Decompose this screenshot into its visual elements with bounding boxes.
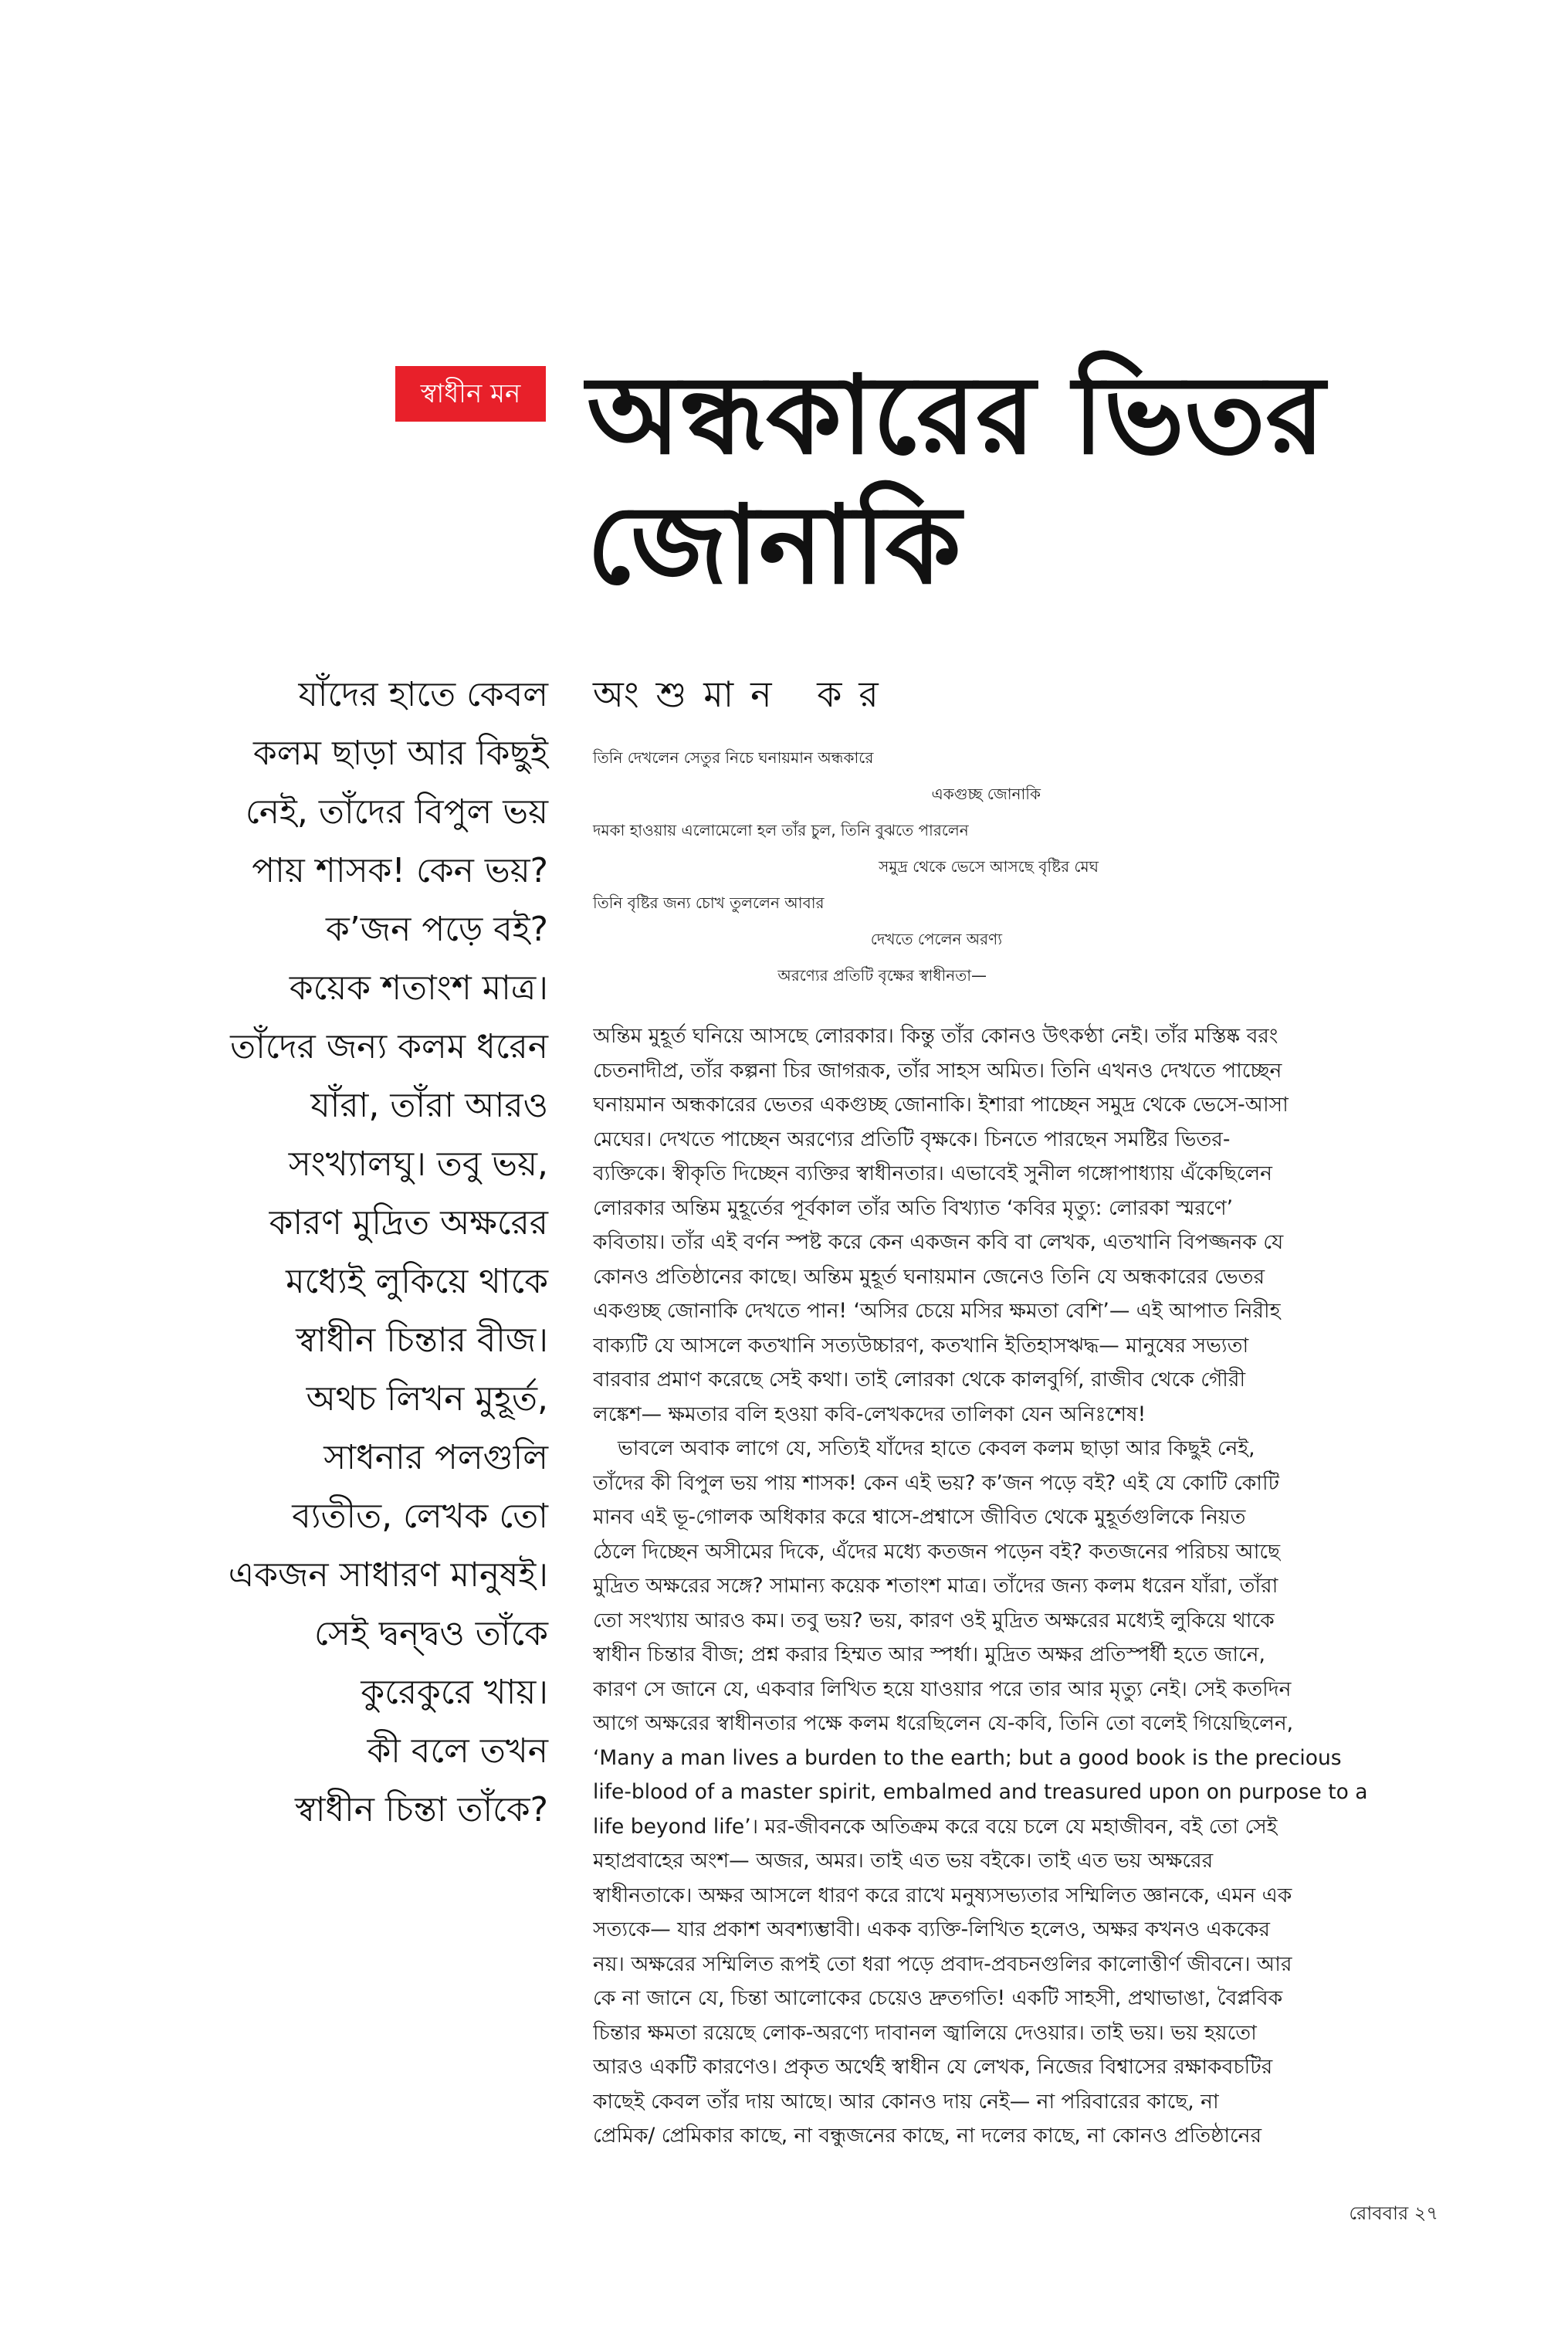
pullquote-line: তাঁদের জন্য কলম ধরেন xyxy=(230,1027,548,1066)
pullquote-line: ক’জন পড়ে বই? xyxy=(325,910,548,949)
pullquote-line: কারণ মুদ্রিত অক্ষরের xyxy=(269,1203,548,1243)
body-line: বাক্যটি যে আসলে কতখানি সত্যউচ্চারণ, কতখানি ইতিহাসঋদ্ধ— মানুষের সভ্যতা xyxy=(593,1333,1249,1358)
pullquote-line: সাধনার পলগুলি xyxy=(323,1438,548,1477)
pullquote-line: অথচ লিখন মুহূর্ত, xyxy=(306,1379,548,1419)
pullquote-line: সেই দ্বন্দ্বও তাঁকে xyxy=(314,1614,548,1653)
pullquote-line: পায় শাসক! কেন ভয়? xyxy=(252,851,548,890)
body-line: ঘনায়মান অন্ধকারের ভেতর একগুচ্ছ জোনাকি। ইশারা পাচ্ছেন সমুদ্র থেকে ভেসে-আসা xyxy=(593,1093,1289,1117)
pullquote-line: যাঁদের হাতে কেবল xyxy=(298,675,548,714)
epigraph-poem xyxy=(593,740,1141,994)
body-line: মেঘের। দেখতে পাচ্ছেন অরণ্যের প্রতিটি বৃক্ষকে। চিনতে পারছেন সমষ্টির ভিতর- xyxy=(593,1127,1231,1151)
pullquote-line: স্বাধীন চিন্তার বীজ। xyxy=(296,1321,548,1360)
pullquote-line: কলম ছাড়া আর কিছুই xyxy=(252,734,548,773)
body-line: স্বাধীনতাকে। অক্ষর আসলে ধারণ করে রাখে মনুষ্যসভ্যতার সম্মিলিত জ্ঞানকে, এমন এক xyxy=(593,1883,1292,1907)
section-tag: স্বাধীন মন xyxy=(395,366,546,422)
body-line: কাছেই কেবল তাঁর দায় আছে। আর কোনও দায় নেই— না পরিবারের কাছে, না xyxy=(593,2089,1219,2114)
page-title xyxy=(587,351,1513,611)
body-line: চিন্তার ক্ষমতা রয়েছে লোক-অরণ্যে দাবানল জ্বালিয়ে দেওয়ার। তাই ভয়। ভয় হয়তো xyxy=(593,2020,1257,2045)
body-line: ব্যক্তিকে। স্বীকৃতি দিচ্ছেন ব্যক্তির স্বাধীনতার। এভাবেই সুনীল গঙ্গোপাধ্যায় এঁকেছিলেন xyxy=(593,1161,1272,1185)
poem-line: তিনি দেখলেন সেতুর নিচে ঘনায়মান অন্ধকারে xyxy=(593,748,874,767)
body-line: কোনও প্রতিষ্ঠানের কাছে। অন্তিম মুহূর্ত ঘনায়মান জেনেও তিনি যে অন্ধকারের ভেতর xyxy=(593,1264,1265,1289)
poem-line: সমুদ্র থেকে ভেসে আসছে বৃষ্টির মেঘ xyxy=(879,857,1099,876)
body-line: চেতনাদীপ্র, তাঁর কল্পনা চির জাগরূক, তাঁর সাহস অমিত। তিনি এখনও দেখতে পাচ্ছেন xyxy=(593,1058,1282,1083)
body-line: আরও একটি কারণেও। প্রকৃত অর্থেই স্বাধীন যে লেখক, নিজের বিশ্বাসের রক্ষাকবচটির xyxy=(593,2055,1273,2079)
body-line: আগে অক্ষরের স্বাধীনতার পক্ষে কলম ধরেছিলেন যে-কবি, তিনি তো বলেই গিয়েছিলেন, xyxy=(593,1711,1294,1735)
body-line: তো সংখ্যায় আরও কম। তবু ভয়? ভয়, কারণ ওই মুদ্রিত অক্ষরের মধ্যেই লুকিয়ে থাকে xyxy=(593,1608,1275,1633)
body-line: প্রেমিক/ প্রেমিকার কাছে, না বন্ধুজনের কাছে, না দলের কাছে, না কোনও প্রতিষ্ঠানের xyxy=(593,2124,1262,2148)
pullquote-line: ব্যতীত, লেখক তো xyxy=(292,1497,548,1536)
poem-line: দেখতে পেলেন অরণ্য xyxy=(870,930,1002,948)
body-line: life beyond life’। মর-জীবনকে অতিক্রম করে বয়ে চলে যে মহাজীবন, বই তো সেই xyxy=(593,1814,1278,1839)
body-line: কারণ সে জানে যে, একবার লিখিত হয়ে যাওয়ার পরে তার আর মৃত্যু নেই। সেই কতদিন xyxy=(593,1677,1292,1701)
pullquote-line: মধ্যেই লুকিয়ে থাকে xyxy=(286,1262,548,1301)
pullquote-line: কী বলে তখন xyxy=(367,1731,548,1771)
poem-line: দমকা হাওয়ায় এলোমেলো হল তাঁর চুল, তিনি বুঝতে পারলেন xyxy=(593,821,969,839)
body-line: ঠেলে দিচ্ছেন অসীমের দিকে, এঁদের মধ্যে কতজন পড়েন বই? কতজনের পরিচয় আছে xyxy=(593,1539,1281,1564)
body-line: কবিতায়। তাঁর এই বর্ণন স্পষ্ট করে কেন একজন কবি বা লেখক, এতখানি বিপজ্জনক যে xyxy=(593,1230,1284,1254)
body-line: একগুচ্ছ জোনাকি দেখতে পান! ‘অসির চেয়ে মসির ক্ষমতা বেশি’— এই আপাত নিরীহ xyxy=(593,1299,1281,1323)
pull-quote xyxy=(116,666,548,1839)
body-line: নয়। অক্ষরের সম্মিলিত রূপই তো ধরা পড়ে প্রবাদ-প্রবচনগুলির কালোত্তীর্ণ জীবনে। আর xyxy=(593,1951,1292,1976)
body-line: স্বাধীন চিন্তার বীজ; প্রশ্ন করার হিম্মত আর স্পর্ধা। মুদ্রিত অক্ষর প্রতিস্পর্ধী হতে জানে, xyxy=(593,1643,1265,1667)
headline-line-1: অন্ধকারের ভিতর xyxy=(587,353,1326,479)
body-line: ভাবলে অবাক লাগে যে, সত্যিই যাঁদের হাতে কেবল কলম ছাড়া আর কিছুই নেই, xyxy=(618,1436,1255,1460)
body-line: লঙ্কেশ— ক্ষমতার বলি হওয়া কবি-লেখকদের তালিকা যেন অনিঃশেষ! xyxy=(593,1402,1146,1426)
author-byline: অংশুমান কর xyxy=(593,673,896,715)
body-line: life-blood of a master spirit, embalmed and treasured upon on purpose to a xyxy=(593,1780,1368,1804)
poem-line: একগুচ্ছ জোনাকি xyxy=(931,785,1041,803)
body-line: কে না জানে যে, চিন্তা আলোকের চেয়েও দ্রুতগতি! একটি সাহসী, প্রথাভাঙা, বৈপ্লবিক xyxy=(593,1986,1283,2010)
poem-line: তিনি বৃষ্টির জন্য চোখ তুললেন আবার xyxy=(593,893,825,912)
body-line: মহাপ্রবাহের অংশ— অজর, অমর। তাই এত ভয় বইকে। তাই এত ভয় অক্ষরের xyxy=(593,1849,1214,1873)
body-line: অন্তিম মুহূর্ত ঘনিয়ে আসছে লোরকার। কিন্তু তাঁর কোনও উৎকণ্ঠা নেই। তাঁর মস্তিষ্ক বরং xyxy=(593,1024,1278,1048)
body-line: মুদ্রিত অক্ষরের সঙ্গে? সামান্য কয়েক শতাংশ মাত্র। তাঁদের জন্য কলম ধরেন যাঁরা, তাঁরা xyxy=(593,1574,1278,1598)
body-line: বারবার প্রমাণ করেছে সেই কথা। তাই লোরকা থেকে কালবুর্গি, রাজীব থেকে গৌরী xyxy=(593,1368,1246,1392)
page-footer: রোববার ২৭ xyxy=(1349,2202,1438,2224)
pullquote-line: নেই, তাঁদের বিপুল ভয় xyxy=(245,792,548,832)
body-line: লোরকার অন্তিম মুহূর্তের পূর্বকাল তাঁর অতি বিখ্যাত ‘কবির মৃত্যু: লোরকা স্মরণে’ xyxy=(593,1195,1234,1220)
article-body xyxy=(593,1019,1450,2154)
headline-line-2: জোনাকি xyxy=(587,483,961,609)
body-line: ‘Many a man lives a burden to the earth; but a good book is the precious xyxy=(593,1745,1342,1770)
pullquote-line: কুরেকুরে খায়। xyxy=(361,1673,548,1712)
pullquote-line: যাঁরা, তাঁরা আরও xyxy=(310,1086,548,1125)
poem-line: অরণ্যের প্রতিটি বৃক্ষের স্বাধীনতা— xyxy=(777,966,987,985)
pullquote-line: স্বাধীন চিন্তা তাঁকে? xyxy=(294,1790,548,1829)
pullquote-line: সংখ্যালঘু। তবু ভয়, xyxy=(288,1144,548,1184)
pullquote-line: কয়েক শতাংশ মাত্র। xyxy=(289,968,548,1008)
body-line: তাঁদের কী বিপুল ভয় পায় শাসক! কেন এই ভয়? ক’জন পড়ে বই? এই যে কোটি কোটি xyxy=(593,1470,1279,1495)
body-line: সত্যকে— যার প্রকাশ অবশ্যম্ভাবী। একক ব্যক্তি-লিখিত হলেও, অক্ষর কখনও এককের xyxy=(593,1917,1271,1941)
body-line: মানব এই ভূ-গোলক অধিকার করে শ্বাসে-প্রশ্বাসে জীবিত থেকে মুহূর্তগুলিকে নিয়ত xyxy=(593,1505,1246,1529)
pullquote-line: একজন সাধারণ মানুষই। xyxy=(228,1555,548,1595)
